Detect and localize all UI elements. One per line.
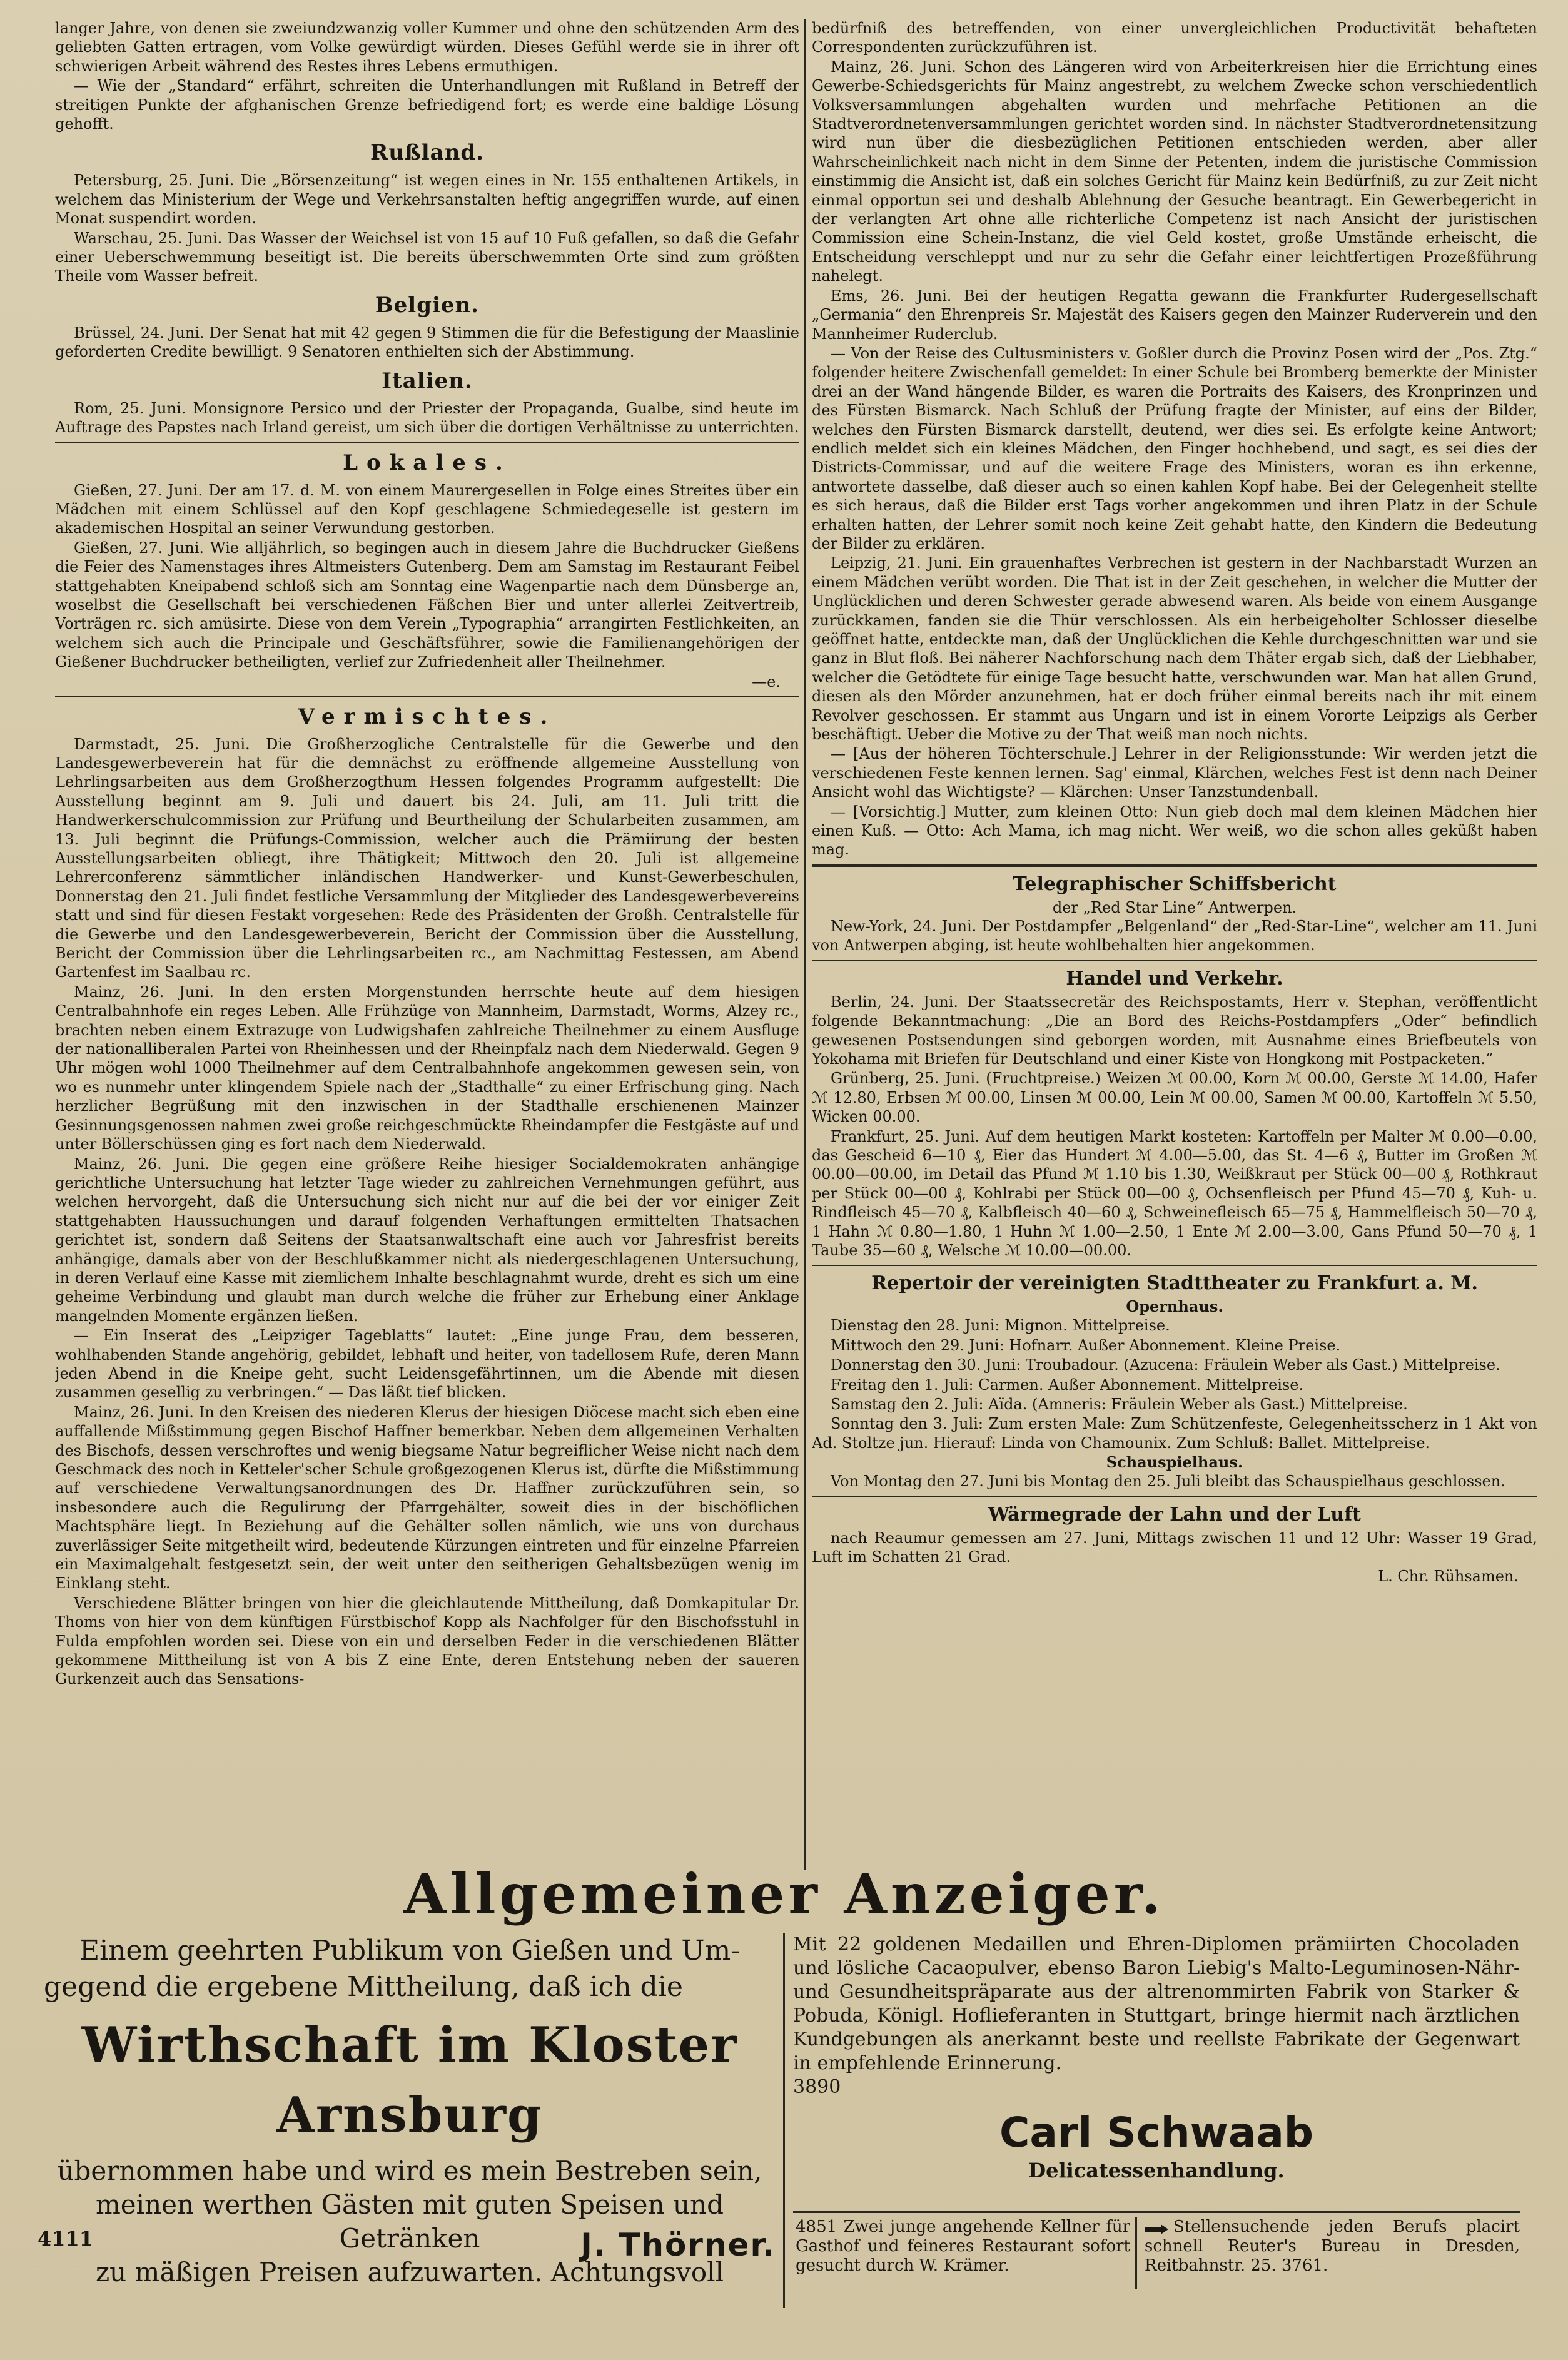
article-text: Darmstadt, 25. Juni. Die Großherzogliche Centralstelle für die Gewerbe und den Landesgewerbeverein hat für die demnächst zu eröffnende allgemeine Ausstellung von Lehrlingsarbeiten aus dem Großherzogthum Hessen folgendes Programm aufgestellt: Die Ausstellung beginnt am 9. Juli und dauert bis 24. Juli, am 11. Juli tritt die Handwerkerschulcommission zur Prüfung und Beurtheilung der Schularbeiten zusammen, am 13. Juli beginnt die Prüfungs-Commission, welcher auch die Prämiirung der besten Ausstellungsarbeiten obliegt, ihre Thätigkeit; Mittwoch den 20. Juli ist allgemeine Lehrerconferenz sämmtlicher inländischen Handwerker- und Kunst-Gewerbeschulen, Donnerstag den 21. Juli findet festliche Versammlung der Mitglieder des Landesgewerbevereins statt und sind für diesen Festakt vorgesehen: Rede des Präsidenten der Großh. Centralstelle für die Gewerbe und den Landesgewerbeverein, Bericht der Commission über die Ausstellung, Bericht der Commission über die Lehrlingsarbeiten rc., am Nachmittag Festessen, am Abend Gartenfest im Saalbau rc. (55, 735, 799, 981)
article-text: Ems, 26. Juni. Bei der heutigen Regatta gewann die Frankfurter Rudergesellschaft „Germania“ den Ehrenpreis Sr. Majestät des Kaisers gegen den Mainzer Ruderverein und den Mannheimer Ruderclub. (812, 286, 1537, 343)
ad-text-body: Stellensuchende jeden Berufs placirt schnell Reuter's Bureau in Dresden, Reitbahnstr. 25. 3761. (1145, 2217, 1520, 2275)
divider (812, 864, 1537, 867)
column-divider (804, 19, 806, 1870)
section-heading-lokales: Lokales. (343, 450, 512, 475)
theater-line: Samstag den 2. Juli: Aïda. (Amneris: Fräulein Weber als Gast.) Mittelpreise. (831, 1395, 1408, 1413)
article-text: Petersburg, 25. Juni. Die „Börsenzeitung“ ist wegen eines in Nr. 155 enthaltenen Artikels, in welchem das Ministerium der Wege und Verkehrsanstalten heftig angegriffen wurde, auf einen Monat suspendirt worden. (55, 171, 799, 228)
ad-text: Mit 22 goldenen Medaillen und Ehren-Diplomen prämiirten Chocoladen und lösliche Cacaopulver, ebenso Baron Liebig's Malto-Leguminosen-Nähr- und Gesundheitspräparate aus der altrenommirten Fabrik von Starker & Pobuda, Königl. Hoflieferanten in Stuttgart, bringe hiermit nach ärztlichen Kundgebungen als anerkannt beste und reellste Fabrikate der Gegenwart in empfehlende Erinnerung. (793, 1933, 1520, 2074)
ad-text (1145, 2217, 1520, 2276)
article-text: Frankfurt, 25. Juni. Auf dem heutigen Markt kosteten: Kartoffeln per Malter ℳ 0.00—0.00, das Gescheid 6—10 ₰, Eier das Hundert ℳ 4.00—5.00, das St. 4—6 ₰, Butter im Großen ℳ 00.00—00.00, im Detail das Pfund ℳ 1.10 bis 1.30, Weißkraut per Stück 00—00 ₰, Rothkraut per Stück 00—00 ₰, Kohlrabi per Stück 00—00 ₰, Ochsenfleisch per Pfund 45—70 ₰, Kuh- u. Rindfleisch 45—70 ₰, Kalbfleisch 40—60 ₰, Schweinefleisch 65—75 ₰, Hammelfleisch 50—70 ₰, 1 Hahn ℳ 0.80—1.80, 1 Huhn ℳ 1.00—2.50, 1 Ente ℳ 2.00—3.00, Gans Pfund 50—70 ₰, 1 Taube 35—60 ₰, Welsche ℳ 10.00—00.00. (812, 1127, 1537, 1259)
article-text: Mainz, 26. Juni. Die gegen eine größere Reihe hiesiger Socialdemokraten anhängige gerichtliche Untersuchung hat letzter Tage wieder zu zahlreichen Vernehmungen geführt, aus welchen hervorgeht, daß die Untersuchung sich nicht nur auf die bei der vor einiger Zeit stattgehabten Haussuchungen und darauf folgenden Verhaftungen ermittelten Thatsachen gerichtet ist, sondern daß Seitens der Staatsanwaltschaft eine auch vor Jahresfrist bereits anhängige, damals aber von der Beschlußkammer nicht als niedergeschlagenen Untersuchung, in deren Verlauf eine Kasse mit ziemlichem Inhalte beschlagnahmt wurde, dreht es sich um eine geheime Verbindung und glaubt man durch welche die früher zur Erhebung einer Anklage mangelnden Momente ergänzen ließen. (55, 1155, 799, 1325)
ad-title: Wirthschaft im Kloster Arnsburg (81, 2017, 738, 2144)
theater-heading: Repertoir der vereinigten Stadttheater zu Frankfurt a. M. (871, 1272, 1478, 1295)
ad-line: Einem geehrten Publikum von Gießen und Um- (79, 1935, 741, 1967)
ad-number: 4111 (38, 2227, 94, 2251)
ad-stellensuchende (1145, 2217, 1520, 2292)
theater-line: Dienstag den 28. Juni: Mignon. Mittelpreise. (831, 1317, 1170, 1335)
section-heading-russland: Rußland. (370, 140, 485, 166)
article-text: Verschiedene Blätter bringen von hier die gleichlautende Mittheilung, daß Domkapitular Dr. Thoms von hier von dem künftigen Fürstbischof Kopp als Nachfolger für den Bischofsstuhl in Fulda empfohlen worden sei. Diese von ein und derselben Feder in die verschiedenen Blätter gekommene Mittheilung ist von A bis Z eine Ente, deren Entstehung neben der saueren Gurkenzeit auch das Sensations- (55, 1594, 799, 1688)
article-text: Von Montag den 27. Juni bis Montag den 25. Juli bleibt das Schauspielhaus geschlossen. (831, 1472, 1505, 1491)
divider (812, 1496, 1537, 1497)
ad-text: 4851 Zwei junge angehende Kellner für Gasthof und feineres Restaurant sofort gesucht durch W. Krämer. (796, 2217, 1130, 2275)
divider (812, 960, 1537, 961)
article-text: Mainz, 26. Juni. Schon des Längeren wird von Arbeiterkreisen hier die Errichtung eines Gewerbe-Schiedsgerichts für Mainz angestrebt, zu welchem Zwecke schon verschiedentlich Volksversammlungen abgehalten wurden und mehrfache Petitionen an die Stadtverordnetenversammlungen gerichtet worden sind. In nächster Stadtverordnetensitzung wird nun über die diesbezüglichen Petitionen entschieden werden, aber aller Wahrscheinlichkeit nach nicht in dem Sinne der Petenten, indem die juristische Commission einstimmig die Ansicht ist, daß ein solches Gericht für Mainz kein Bedürfniß, zu zur Zeit nicht einmal opportun sei und deshalb Ablehnung der Gesuche beantragt. Ein Gewerbegericht in der verlangten Art ohne alle richterliche Competenz ist nach Ansicht der juristischen Commission eine Schein-Instanz, die viel Geld kostet, große Umstände erheischt, die Entscheidung verschleppt und nur zu sehr die Gefahr einer leichtfertigen Prozeßführung nahelegt. (812, 58, 1537, 285)
article-text: Leipzig, 21. Juni. Ein grauenhaftes Verbrechen ist gestern in der Nachbarstadt Wurzen an einem Mädchen verübt worden. Die That ist in der Zeit geschehen, in welcher die Mutter der Unglücklichen und deren Schwester gerade abwesend waren. Als beide von einem Ausgange zurückkamen, fanden sie die Thür verschlossen. Als ein herbeigeholter Schlosser dieselbe geöffnet hatte, entdeckte man, daß der Unglücklichen die Kehle durchgeschnitten war und sie ganz in Blut floß. Bei näherer Nachforschung nach dem Thäter ergab sich, daß der Liebhaber, welcher die Getödtete für einige Tage besucht hatte, verschwunden war. Man hat allen Grund, diesen als den Mörder anzunehmen, hat er doch früher einmal bereits nach ihr mit einem Revolver geschossen. Er stammt aus Ungarn und ist in einem Vororte Leipzigs als Gerber beschäftigt. Ueber die Motive zu der That weiß man noch nichts. (812, 554, 1537, 744)
right-column (812, 19, 1537, 1858)
column-divider (1135, 2217, 1137, 2289)
ad-line: gegend die ergebene Mittheilung, daß ich die (44, 1971, 683, 2003)
ad-chocolate (793, 1933, 1520, 2208)
left-column (55, 19, 799, 1851)
article-signature: —e. (752, 672, 781, 691)
article-text: Gießen, 27. Juni. Wie alljährlich, so begingen auch in diesem Jahre die Buchdrucker Gießens die Feier des Namenstages ihres Altmeisters Gutenberg. Dem am Samstag im Restaurant Feibel stattgehabten Kneipabend schloß sich am Sonntag eine Wagenpartie nach dem Dünsberge an, woselbst die Gesellschaft bei verschiedenen Fäßchen Bier und unter allerlei Zeitvertreib, Vorträgen rc. sich amüsirte. Diese von dem Verein „Typographia“ arrangirten Festlichkeiten, an welchem sich auch die Principale und Geschäftsführer, sowie die Familienangehörigen der Gießener Buchdrucker betheiligten, verlief zur Zufriedenheit aller Theilnehmer. (55, 539, 799, 671)
article-text: Grünberg, 25. Juni. (Fruchtpreise.) Weizen ℳ 00.00, Korn ℳ 00.00, Gerste ℳ 14.00, Hafer ℳ 12.80, Erbsen ℳ 00.00, Linsen ℳ 00.00, Lein ℳ 00.00, Samen ℳ 00.00, Kartoffeln ℳ 5.50, Wicken 00.00. (812, 1070, 1537, 1126)
article-text: Berlin, 24. Juni. Der Staatssecretär des Reichspostamts, Herr v. Stephan, veröffentlicht folgende Bekanntmachung: „Die an Bord des Reichs-Postdampfers „Oder“ befindlich gewesenen Postsendungen sind geborgen worden, mit Ausnahme eines Briefbeutels von Yokohama mit Briefen für Deutschland und einer Kiste von Hongkong mit Postpacketen.“ (812, 993, 1537, 1068)
section-heading-belgien: Belgien. (375, 292, 480, 318)
theater-line: Freitag den 1. Juli: Carmen. Außer Abonnement. Mittelpreise. (831, 1375, 1304, 1394)
article-text: Mainz, 26. Juni. In den Kreisen des niederen Klerus der hiesigen Diöcese macht sich eben eine auffallende Mißstimmung gegen Bischof Haffner bemerkbar. Neben dem allgemeinen Verhalten des Bischofs, dessen verschroftes und wenig biegsame Natur begreiflicher Weise nicht nach dem Geschmack des noch in Ketteler'scher Schule großgezogenen Klerus ist, dürfte die Mißstimmung auf verschiedene Verwaltungsanordnungen des Dr. Haffner zurückzuführen sein, so insbesondere auch die Regulirung der Pfarrgehälter, soweit dies in der bischöflichen Machtsphäre liegt. In Beziehung auf die Gehälter sollen nämlich, wie uns von durchaus zuverlässiger Seite mitgetheilt wird, bedeutende Kürzungen eintreten und für einzelne Pfarreien ein Maximalgehalt festgesetzt sein, der weit unter den seitherigen Gehaltsbezügen wenig im Einklang steht. (55, 1403, 799, 1593)
article-text: bedürfniß des betreffenden, von einer unvergleichlichen Productivität behafteten Correspondenten zurückzuführen ist. (812, 19, 1537, 56)
article-text: Warschau, 25. Juni. Das Wasser der Weichsel ist von 15 auf 10 Fuß gefallen, so daß die Gefahr einer Ueberschwemmung beseitigt ist. Die bereits überschwemmten Orte sind zum größten Theile vom Wasser befreit. (55, 229, 799, 285)
divider (55, 442, 799, 443)
ad-number: 3890 (793, 2076, 841, 2098)
article-text: Mainz, 26. Juni. In den ersten Morgenstunden herrschte heute auf dem hiesigen Centralbahnhofe ein reges Leben. Alle Frühzüge von Mannheim, Darmstadt, Worms, Alzey rc., brachten neben einem Extrazuge von Ludwigshafen zahlreiche Theilnehmer zu einem Ausfluge der nationalliberalen Partei von Rheinhessen und der Rheinpfalz nach dem Niederwald. Gegen 9 Uhr mögen wohl 1000 Theilnehmer auf dem Centralbahnhofe angekommen gewesen sein, von wo es nunmehr unter klingendem Spiele nach der „Stadthalle“ zu einer Erfrischung ging. Nach herzlicher Begrüßung mit den inzwischen in der Stadthalle erschienenen Mainzer Gesinnungsgenossen nahmen zwei große reichgeschmückte Rheindampfer die Festgäste auf und unter Böllerschüssen ging es fort nach dem Niederwald. (55, 983, 799, 1153)
ad-line: meinen werthen Gästen mit guten Speisen und Getränken (95, 2189, 724, 2254)
article-text: — [Aus der höheren Töchterschule.] Lehrer in der Religionsstunde: Wir werden jetzt die verschiedenen Feste kennen lernen. Sag' einmal, Klärchen, welches Fest ist denn nach Deiner Ansicht wohl das Wichtigste? — Klärchen: Unser Tanzstundenball. (812, 745, 1537, 801)
article-text: — Ein Inserat des „Leipziger Tageblatts“ lautet: „Eine junge Frau, dem besseren, wohlhabenden Stande angehörig, gebildet, lebhaft und heiter, von tadellosem Rufe, deren Mann jeden Abend in die Kneipe geht, sucht Leidensgefährtinnen, um die Abende mit diesen zusammen gesellig zu verbringen.“ — Das läßt tief blicken. (55, 1327, 799, 1402)
ad-kellner (796, 2217, 1130, 2292)
article-text: New-York, 24. Juni. Der Postdampfer „Belgenland“ der „Red-Star-Line“, welcher am 11. Juni von Antwerpen abging, ist heute wohlbehalten hier angekommen. (812, 917, 1537, 955)
column-divider (783, 1933, 785, 2308)
divider (55, 696, 799, 697)
divider (793, 2211, 1520, 2213)
article-text: — [Vorsichtig.] Mutter, zum kleinen Otto: Nun gieb doch mal dem kleinen Mädchen hier einen Kuß. — Otto: Ach Mama, ich mag nicht. Wer weiß, wo die schon alles geküßt haben mag. (812, 803, 1537, 859)
telegraph-subheading: der „Red Star Line“ Antwerpen. (1052, 898, 1297, 916)
article-text: — Wie der „Standard“ erfährt, schreiten die Unterhandlungen mit Rußland in Betreff der streitigen Punkte der afghanischen Grenze befriedigend fort; es werde eine baldige Lösung gehofft. (55, 77, 799, 133)
ad-firm-subtitle: Delicatessenhandlung. (1028, 2159, 1285, 2182)
waerme-heading: Wärmegrade der Lahn und der Luft (988, 1503, 1361, 1526)
ad-signature: J. Thörner. (580, 2227, 776, 2263)
schauspielhaus-heading: Schauspielhaus. (1106, 1453, 1243, 1472)
telegraph-heading: Telegraphischer Schiffsbericht (1013, 873, 1337, 895)
divider (812, 1265, 1537, 1266)
ad-arnsburg (38, 1933, 782, 2339)
theater-line: Donnerstag den 30. Juni: Troubadour. (Azucena: Fräulein Weber als Gast.) Mittelpreise. (831, 1356, 1500, 1374)
ad-firm-name: Carl Schwaab (999, 2109, 1314, 2157)
section-heading-vermischtes: Vermischtes. (298, 704, 557, 729)
ad-line: übernommen habe und wird es mein Bestreben sein, (57, 2155, 762, 2186)
section-heading-italien: Italien. (382, 368, 473, 393)
article-text: langer Jahre, von denen sie zweiundzwanzig voller Kummer und ohne den schützenden Arm des geliebten Gatten ertragen, vom Volke gewürdigt würden. Dieses Gefühl werde sie in ihrer oft schwierigen Arbeit während des Restes ihres Lebens ermuthigen. (55, 19, 799, 75)
article-text: nach Reaumur gemessen am 27. Juni, Mittags zwischen 11 und 12 Uhr: Wasser 19 Grad, Luft im Schatten 21 Grad. (812, 1529, 1537, 1566)
article-signature: L. Chr. Rühsamen. (1378, 1567, 1519, 1586)
theater-line: Mittwoch den 29. Juni: Hofnarr. Außer Abonnement. Kleine Preise. (831, 1336, 1341, 1354)
advertiser-banner: Allgemeiner Anzeiger. (403, 1861, 1165, 1927)
pointing-hand-icon (1145, 2221, 1170, 2234)
ad-line: zu mäßigen Preisen aufzuwarten. Achtungsvoll (95, 2257, 724, 2287)
article-text: — Von der Reise des Cultusministers v. Goßler durch die Provinz Posen wird der „Pos. Ztg.“ folgender heitere Zwischenfall gemeldet: In einer Schule bei Bromberg bemerkte der Minister drei an der Wand hängende Bilder, es waren die Portraits des Kaisers, des Kronprinzen und des Fürsten Bismarck. Nach Schluß der Prüfung fragte der Minister, auf eins der Bilder, welches den Fürsten Bismarck darstellt, deutend, wer dies sei. Es erfolgte keine Antwort; endlich meldet sich ein kleines Mädchen, den Finger hochhebend, und sagt, es sei dies der Districts-Commissar, und auf die weitere Frage des Ministers, woran es ihn erkenne, antwortete dasselbe, daß dieser auch so einen kahlen Kopf habe. Bei der Gelegenheit stellte es sich heraus, daß die Bilder erst Tags vorher angekommen und ihren Platz in der Schule erhalten hatten, der Lehrer somit noch keine Zeit gehabt hatte, den Kindern die Bedeutung der Bilder zu erklären. (812, 344, 1537, 552)
handel-heading: Handel und Verkehr. (1066, 967, 1283, 990)
theater-line: Sonntag den 3. Juli: Zum ersten Male: Zum Schützenfeste, Gelegenheitsscherz in 1 Akt von Ad. Stoltze jun. Hierauf: Linda von Chamounix. Zum Schluß: Ballet. Mittelpreise. (812, 1415, 1537, 1452)
article-text: Brüssel, 24. Juni. Der Senat hat mit 42 gegen 9 Stimmen die für die Befestigung der Maaslinie geforderten Credite bewilligt. 9 Senatoren enthielten sich der Abstimmung. (55, 323, 799, 361)
opernhaus-heading: Opernhaus. (1126, 1297, 1223, 1316)
article-text: Rom, 25. Juni. Monsignore Persico und der Priester der Propaganda, Gualbe, sind heute im Auftrage des Papstes nach Irland gereist, um sich über die dortigen Verhältnisse zu unterrichten. (55, 399, 799, 437)
article-text: Gießen, 27. Juni. Der am 17. d. M. von einem Maurergesellen in Folge eines Streites über ein Mädchen mit einem Schlüssel auf den Kopf geschlagene Schmiedegeselle ist gestern im akademischen Hospital an seiner Verwundung gestorben. (55, 481, 799, 537)
